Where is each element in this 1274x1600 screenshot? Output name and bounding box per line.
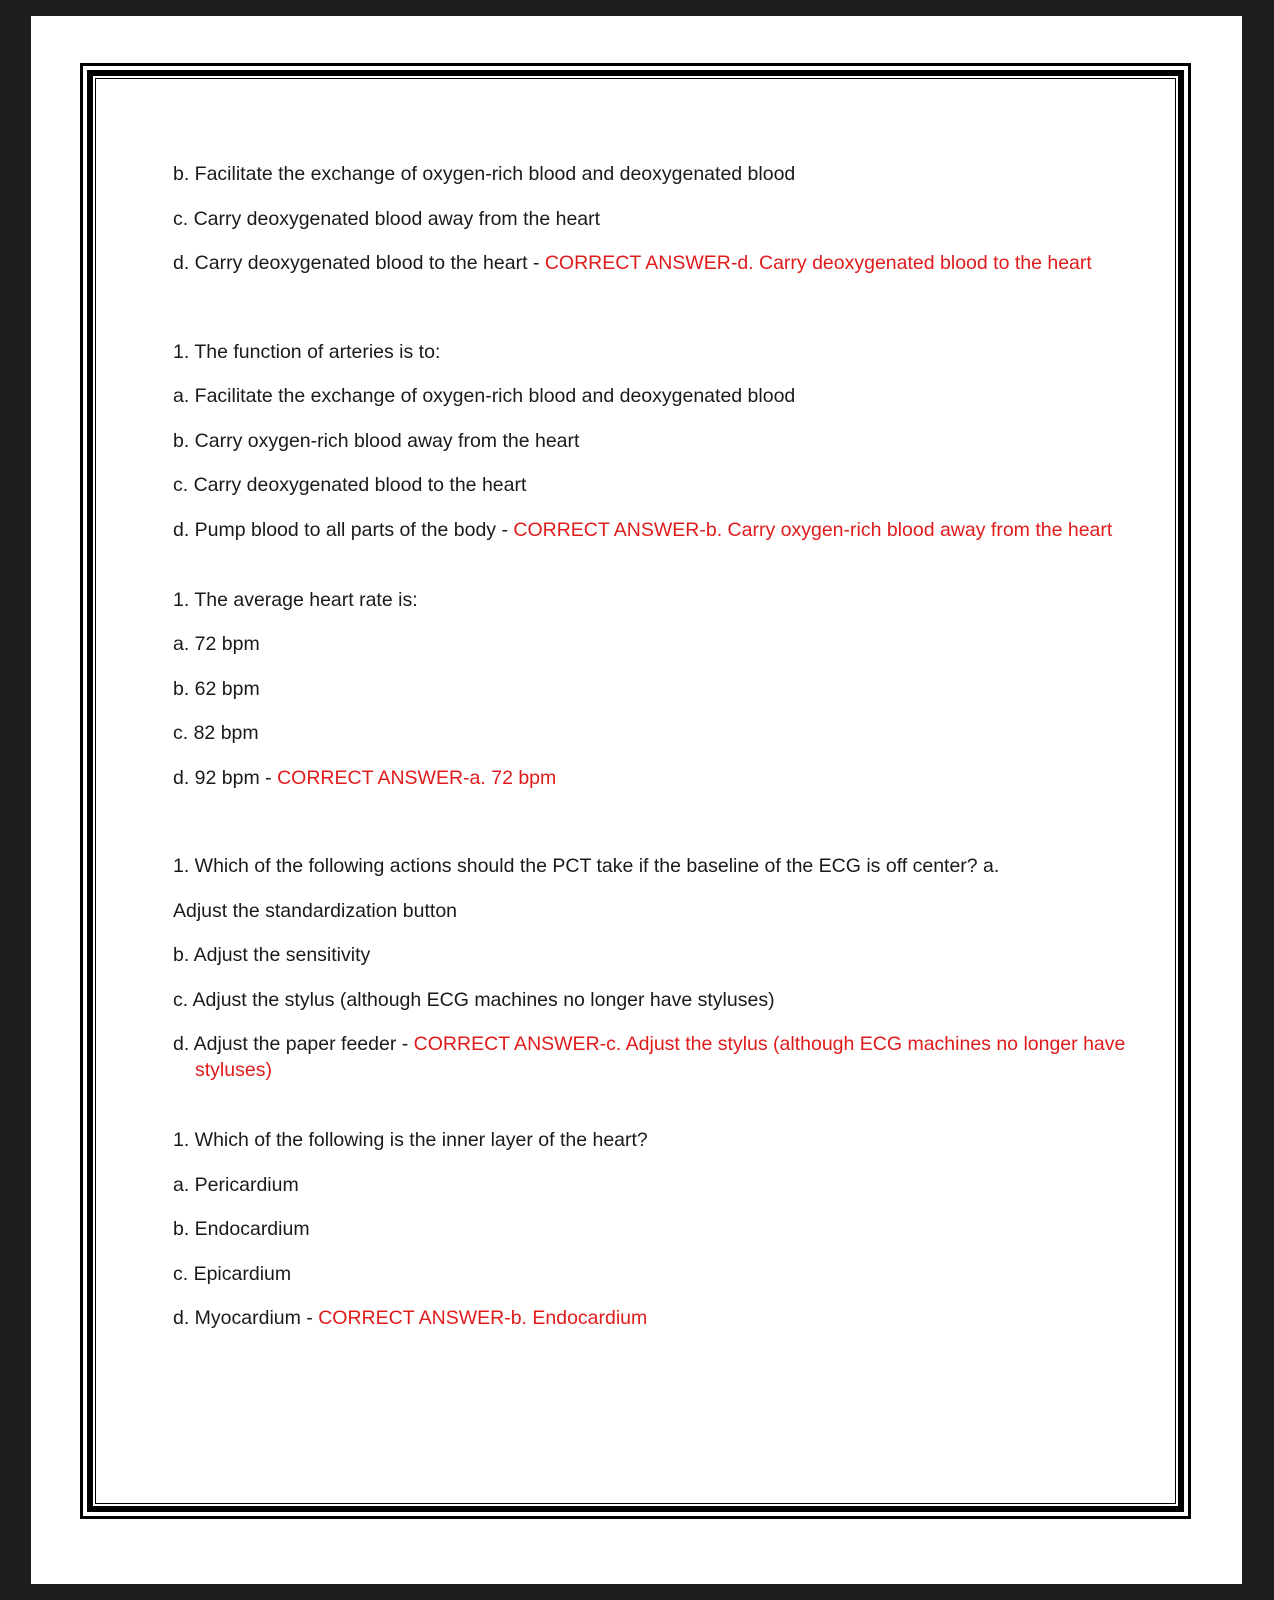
option-line: Adjust the standardization button: [173, 899, 458, 922]
correct-answer: CORRECT ANSWER-d. Carry deoxygenated blood to the heart: [544, 252, 1092, 274]
answer-line: [173, 517, 1133, 543]
option-line: a. Facilitate the exchange of oxygen-rich blood and deoxygenated blood: [173, 385, 796, 407]
answer-line: [173, 765, 1133, 810]
option-text: d. Adjust the paper feeder -: [173, 1033, 414, 1055]
option-text: d. 92 bpm -: [173, 766, 278, 789]
answer-line: [173, 250, 1133, 295]
spacer: [173, 1101, 1133, 1127]
option-line: c. Carry deoxygenated blood away from the heart: [173, 207, 601, 230]
question-block: [173, 587, 1133, 810]
option-line: c. Epicardium: [173, 1262, 292, 1285]
option-text: d. Carry deoxygenated blood to the heart -: [173, 252, 545, 274]
document-content: [173, 161, 1133, 1350]
question-block: [173, 339, 1133, 543]
option-line: a. Pericardium: [173, 1173, 299, 1196]
question-line: 1. The average heart rate is:: [173, 588, 418, 611]
spacer: [173, 295, 1133, 339]
option-line: c. Carry deoxygenated blood to the heart: [173, 474, 527, 496]
correct-answer: CORRECT ANSWER-a. 72 bpm: [277, 766, 557, 789]
option-line: c. 82 bpm: [173, 722, 259, 744]
spacer: [173, 809, 1133, 853]
option-text: d. Pump blood to all parts of the body -: [173, 518, 514, 541]
answer-line: [173, 1305, 1133, 1350]
question-block: [173, 161, 1133, 295]
question-line: 1. Which of the following actions should the PCT take if the baseline of the ECG is off center? a.: [173, 855, 1000, 877]
correct-answer: CORRECT ANSWER-b. Endocardium: [318, 1307, 648, 1329]
answer-line: [173, 1031, 1133, 1083]
question-block: [173, 1127, 1133, 1350]
option-line: b. Facilitate the exchange of oxygen-rich blood and deoxygenated blood: [173, 163, 796, 185]
question-line: 1. Which of the following is the inner layer of the heart?: [173, 1129, 648, 1151]
option-line: b. Endocardium: [173, 1218, 310, 1240]
spacer: [173, 561, 1133, 587]
correct-answer: CORRECT ANSWER-c. Adjust the stylus (although ECG machines no longer have styluses): [195, 1033, 1126, 1081]
option-line: c. Adjust the stylus (although ECG machines no longer have styluses): [173, 988, 775, 1011]
option-line: b. Adjust the sensitivity: [173, 944, 371, 966]
question-line: 1. The function of arteries is to:: [173, 340, 441, 363]
document-page: [31, 16, 1242, 1584]
option-line: b. 62 bpm: [173, 677, 260, 700]
option-line: a. 72 bpm: [173, 633, 260, 655]
correct-answer: CORRECT ANSWER-b. Carry oxygen-rich blood away from the heart: [513, 518, 1113, 541]
question-block: [173, 853, 1133, 1083]
option-line: b. Carry oxygen-rich blood away from the heart: [173, 429, 580, 452]
option-text: d. Myocardium -: [173, 1307, 319, 1329]
